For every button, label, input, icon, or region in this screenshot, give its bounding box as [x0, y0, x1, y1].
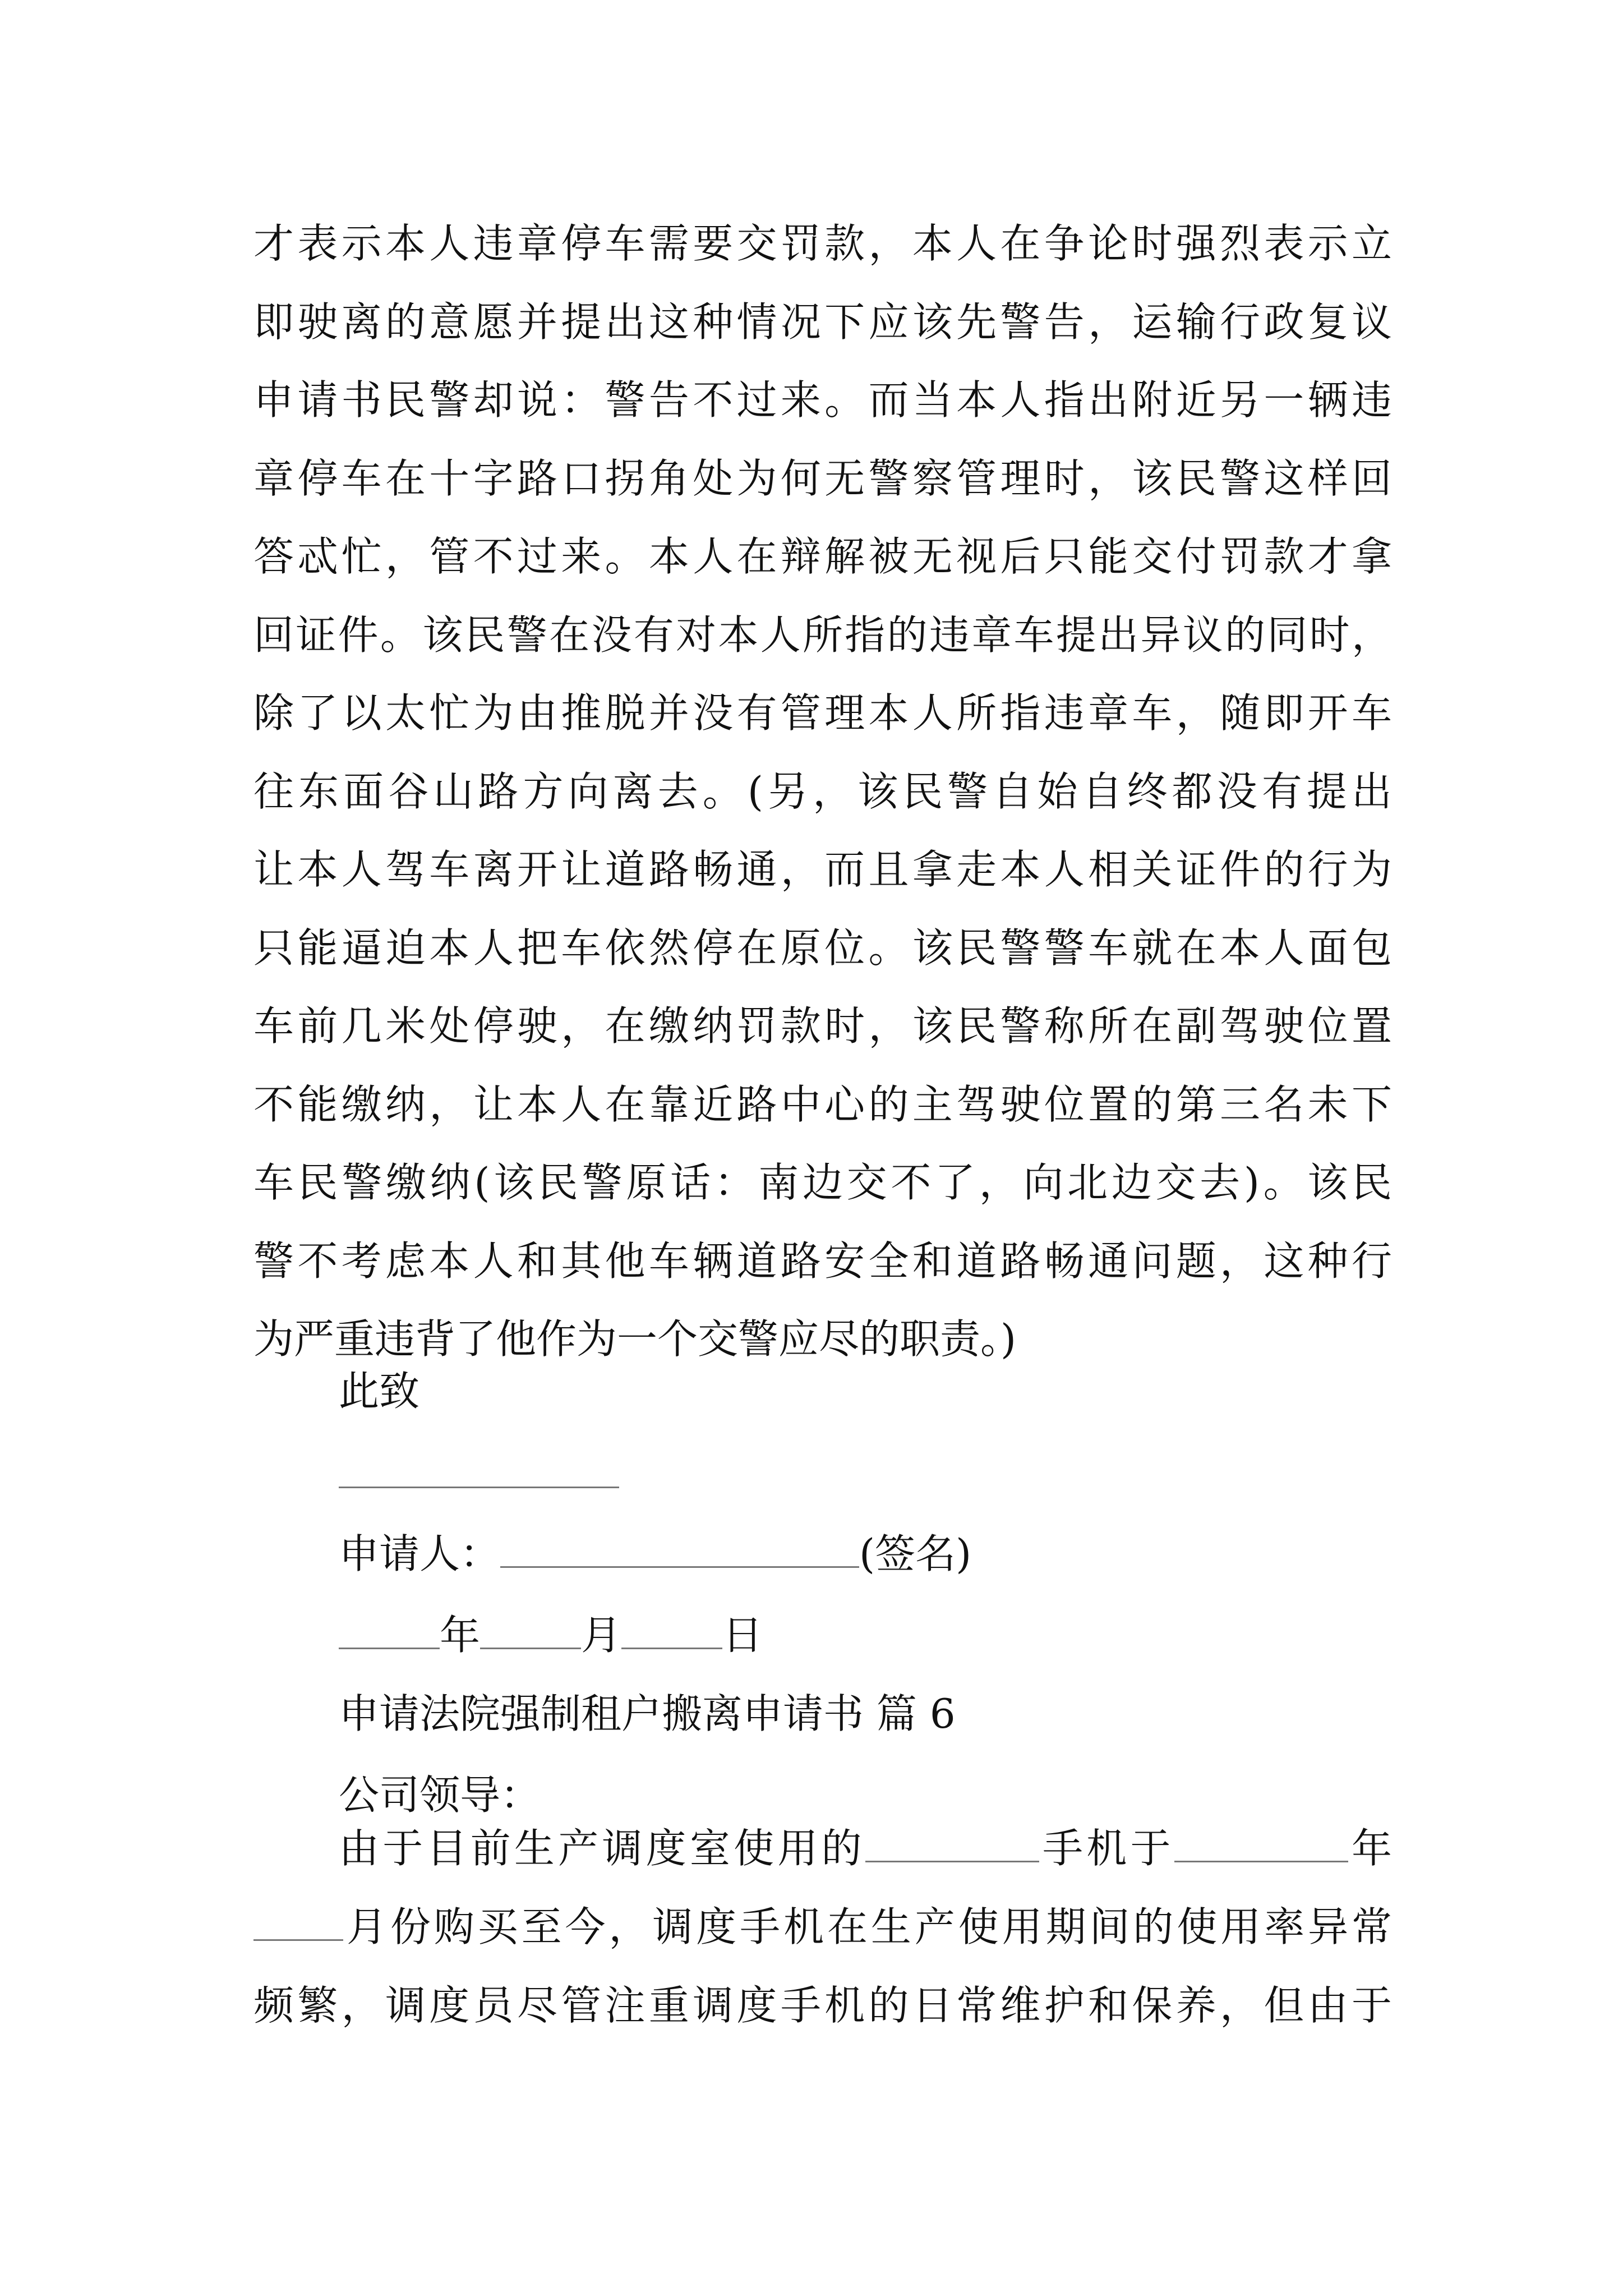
request-text-d: 月份购买至今，调度手机在生产使用期间的使用率异常 — [343, 1903, 1392, 1950]
request-text-b: 手机于 — [1039, 1825, 1174, 1872]
request-paragraph — [253, 1809, 1392, 2045]
paragraph-line: 频繁，调度员尽管注重调度手机的日常维护和保养，但由于 — [253, 1982, 1392, 2029]
paragraph-line: 不能缴纳，让本人在靠近路中心的主驾驶位置的第三名未下 — [253, 1080, 1392, 1128]
letter-paragraph — [253, 205, 1392, 1379]
paragraph-line: 只能逼迫本人把车依然停在原位。该民警警车就在本人面包 — [253, 924, 1392, 972]
paragraph-line: 章停车在十字路口拐角处为何无警察管理时，该民警这样回 — [253, 454, 1392, 502]
paragraph-line: 申请书民警却说：警告不过来。而当本人指出附近另一辆违 — [253, 376, 1392, 424]
paragraph-line: 除了以太忙为由推脱并没有管理本人所指违章车，随即开车 — [253, 689, 1392, 737]
paragraph-line: 即驶离的意愿并提出这种情况下应该先警告，运输行政复议 — [253, 298, 1392, 346]
closing-text: 此致 — [339, 1368, 420, 1415]
paragraph-line: 车民警缴纳(该民警原话：南边交不了，向北边交去)。该民 — [253, 1159, 1392, 1206]
paragraph-line: 答忒忙，管不过来。本人在辩解被无视后只能交付罚款才拿 — [253, 533, 1392, 580]
purchase-year-blank — [1174, 1825, 1348, 1862]
year-blank — [339, 1612, 440, 1649]
day-label: 日 — [722, 1612, 763, 1659]
paragraph-line: 为严重违背了他作为一个交警应尽的职责。) — [253, 1315, 1017, 1363]
section-part-number: 6 — [929, 1690, 956, 1737]
paragraph-line: 才表示本人违章停车需要交罚款，本人在争论时强烈表示立 — [253, 220, 1392, 267]
month-label: 月 — [581, 1612, 622, 1659]
year-label: 年 — [440, 1612, 481, 1659]
paragraph-line: 警不考虑本人和其他车辆道路安全和道路畅通问题，这种行 — [253, 1237, 1392, 1285]
section-title: 申请法院强制租户搬离申请书 — [339, 1690, 864, 1737]
request-text-c: 年 — [1348, 1825, 1392, 1872]
salutation: 公司领导： — [339, 1772, 541, 1819]
month-blank — [480, 1612, 581, 1649]
phone-model-blank — [865, 1825, 1039, 1862]
section-part-label: 篇 — [876, 1690, 917, 1737]
paragraph-line — [253, 1888, 1392, 1966]
recipient-blank-line — [339, 1487, 619, 1488]
date-line — [339, 1607, 763, 1663]
paragraph-line: 往东面谷山路方向离去。(另，该民警自始自终都没有提出 — [253, 767, 1392, 815]
signature-note: (签名) — [859, 1530, 972, 1577]
purchase-month-blank — [253, 1903, 343, 1941]
paragraph-line: 让本人驾车离开让道路畅通，而且拿走本人相关证件的行为 — [253, 846, 1392, 893]
paragraph-line — [253, 1809, 1392, 1888]
applicant-label: 申请人： — [339, 1530, 501, 1577]
paragraph-line: 回证件。该民警在没有对本人所指的违章车提出异议的同时， — [253, 611, 1392, 659]
section-heading — [339, 1686, 956, 1742]
paragraph-line: 车前几米处停驶，在缴纳罚款时，该民警称所在副驾驶位置 — [253, 1002, 1392, 1050]
day-blank — [621, 1612, 722, 1649]
applicant-signature-line — [339, 1526, 971, 1582]
applicant-name-blank — [500, 1530, 859, 1568]
request-text-a: 由于目前生产调度室使用的 — [339, 1825, 865, 1872]
